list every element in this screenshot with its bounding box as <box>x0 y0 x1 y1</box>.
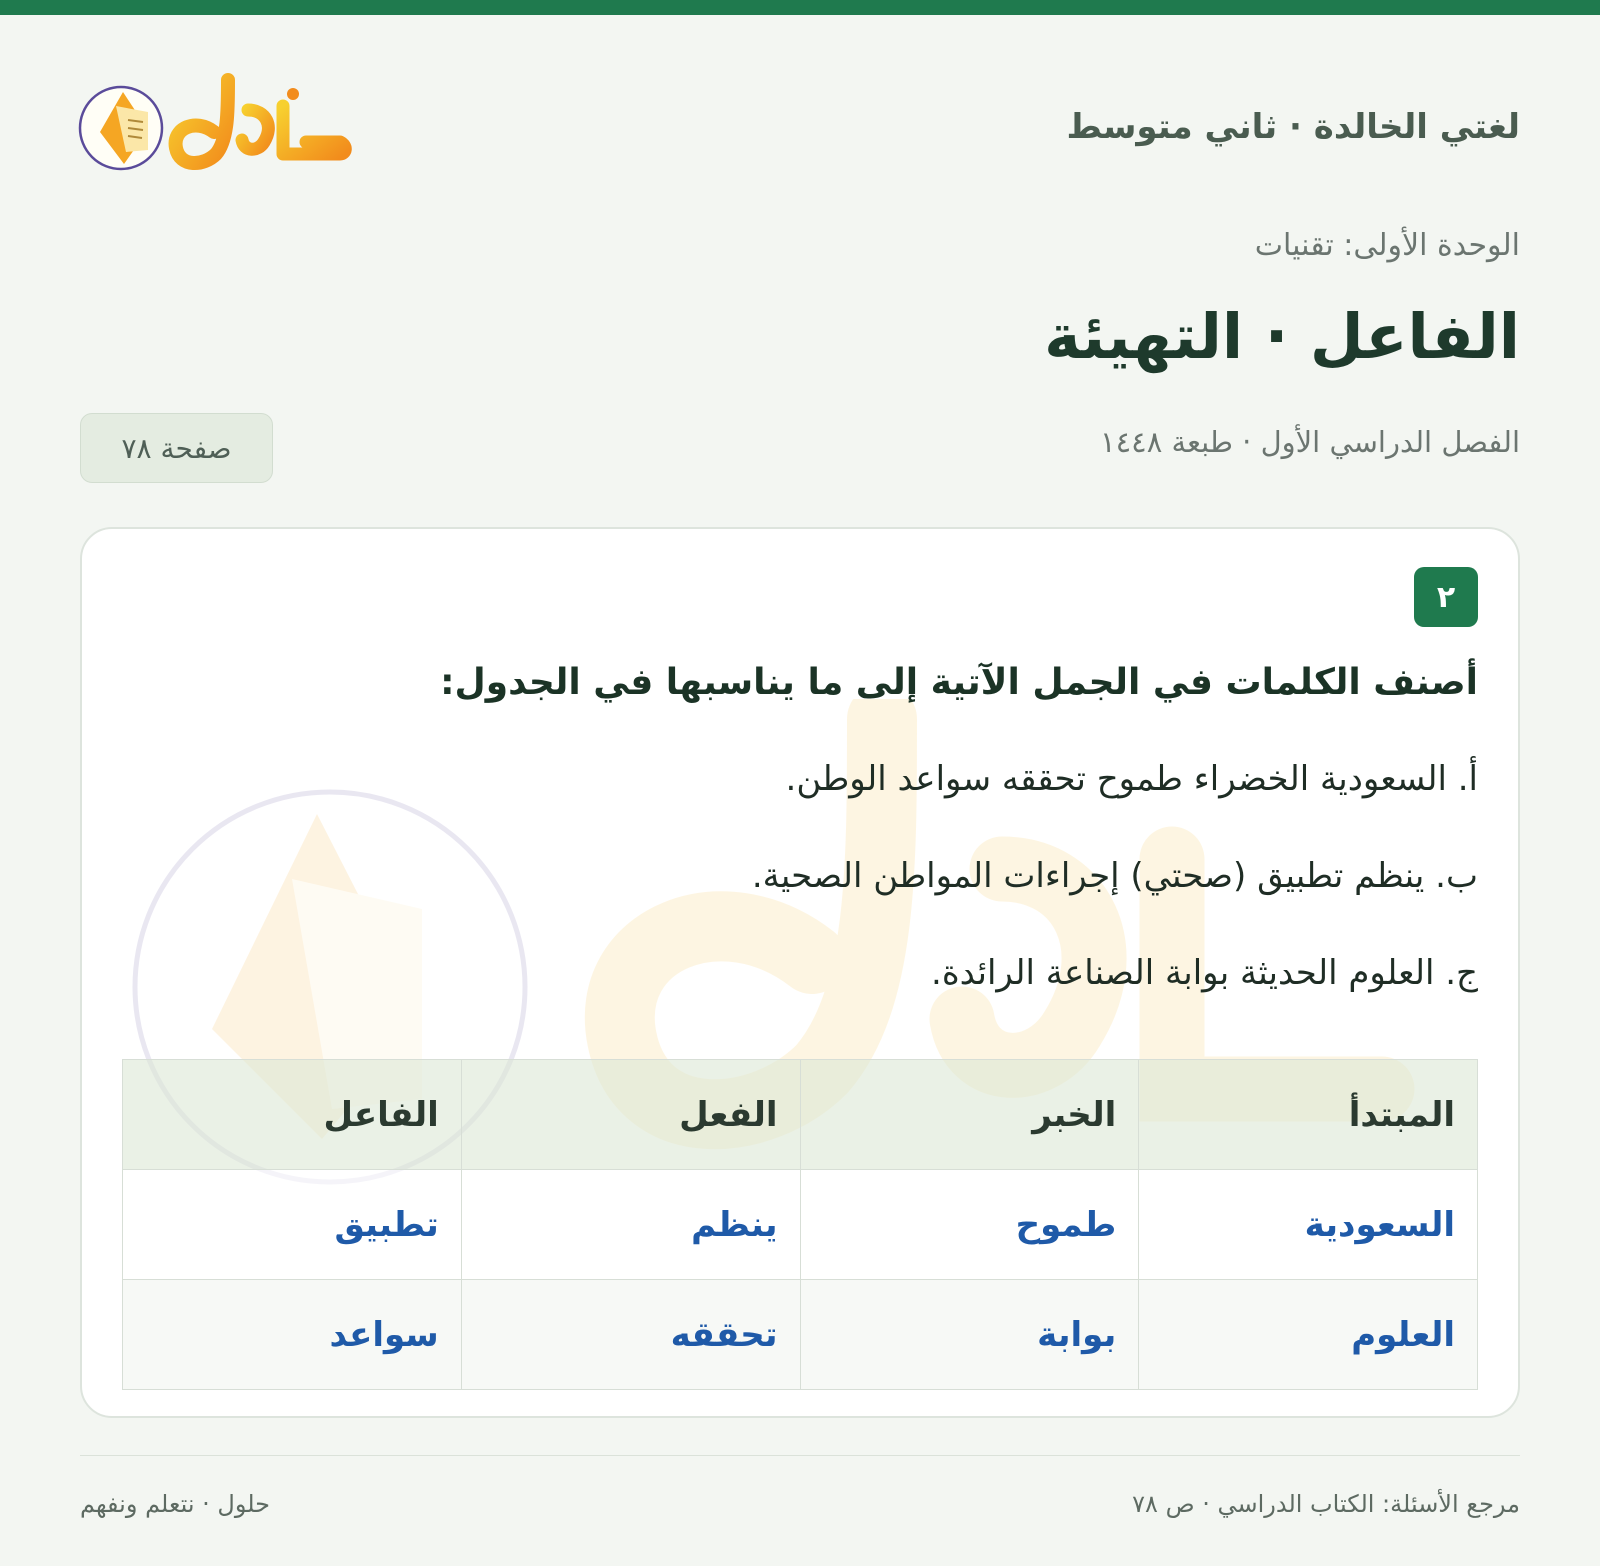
semester-edition: الفصل الدراسي الأول · طبعة ١٤٤٨ <box>1100 425 1520 459</box>
sentence-a: أ. السعودية الخضراء طموح تحققه سواعد الوطن. <box>785 759 1478 799</box>
table-header-row <box>123 1060 1478 1170</box>
hulul-logo[interactable] <box>78 70 378 190</box>
question-prompt: أصنف الكلمات في الجمل الآتية إلى ما يناسبها في الجدول: <box>440 662 1478 703</box>
answer-cell: طموح <box>800 1170 1139 1280</box>
header-fil: الفعل <box>461 1060 800 1170</box>
answer-cell: سواعد <box>123 1280 462 1390</box>
unit-label: الوحدة الأولى: تقنيات <box>1254 228 1520 263</box>
footer-reference: مرجع الأسئلة: الكتاب الدراسي · ص ٧٨ <box>1132 1490 1520 1518</box>
footer-divider <box>80 1455 1520 1456</box>
page-number-badge: صفحة ٧٨ <box>80 413 273 483</box>
answer-cell: تحققه <box>461 1280 800 1390</box>
page <box>0 15 1600 1566</box>
top-accent-bar <box>0 0 1600 15</box>
header-fail: الفاعل <box>123 1060 462 1170</box>
page-title: الفاعل · التهيئة <box>1044 300 1520 373</box>
answer-cell: ينظم <box>461 1170 800 1280</box>
answer-cell: السعودية <box>1139 1170 1478 1280</box>
answer-cell: بوابة <box>800 1280 1139 1390</box>
question-number-badge: ٢ <box>1414 567 1478 627</box>
header-khabar: الخبر <box>800 1060 1139 1170</box>
footer-brand: حلول · نتعلم ونفهم <box>80 1490 270 1518</box>
classification-table <box>122 1059 1478 1390</box>
sentence-b: ب. ينظم تطبيق (صحتي) إجراءات المواطن الصحية. <box>751 856 1478 896</box>
table-row <box>123 1170 1478 1280</box>
sentence-c: ج. العلوم الحديثة بوابة الصناعة الرائدة. <box>931 953 1478 993</box>
question-card <box>80 527 1520 1418</box>
table-row <box>123 1280 1478 1390</box>
subject-title: لغتي الخالدة · ثاني متوسط <box>1066 107 1520 147</box>
answer-cell: تطبيق <box>123 1170 462 1280</box>
header-mubtada: المبتدأ <box>1139 1060 1478 1170</box>
answer-cell: العلوم <box>1139 1280 1478 1390</box>
